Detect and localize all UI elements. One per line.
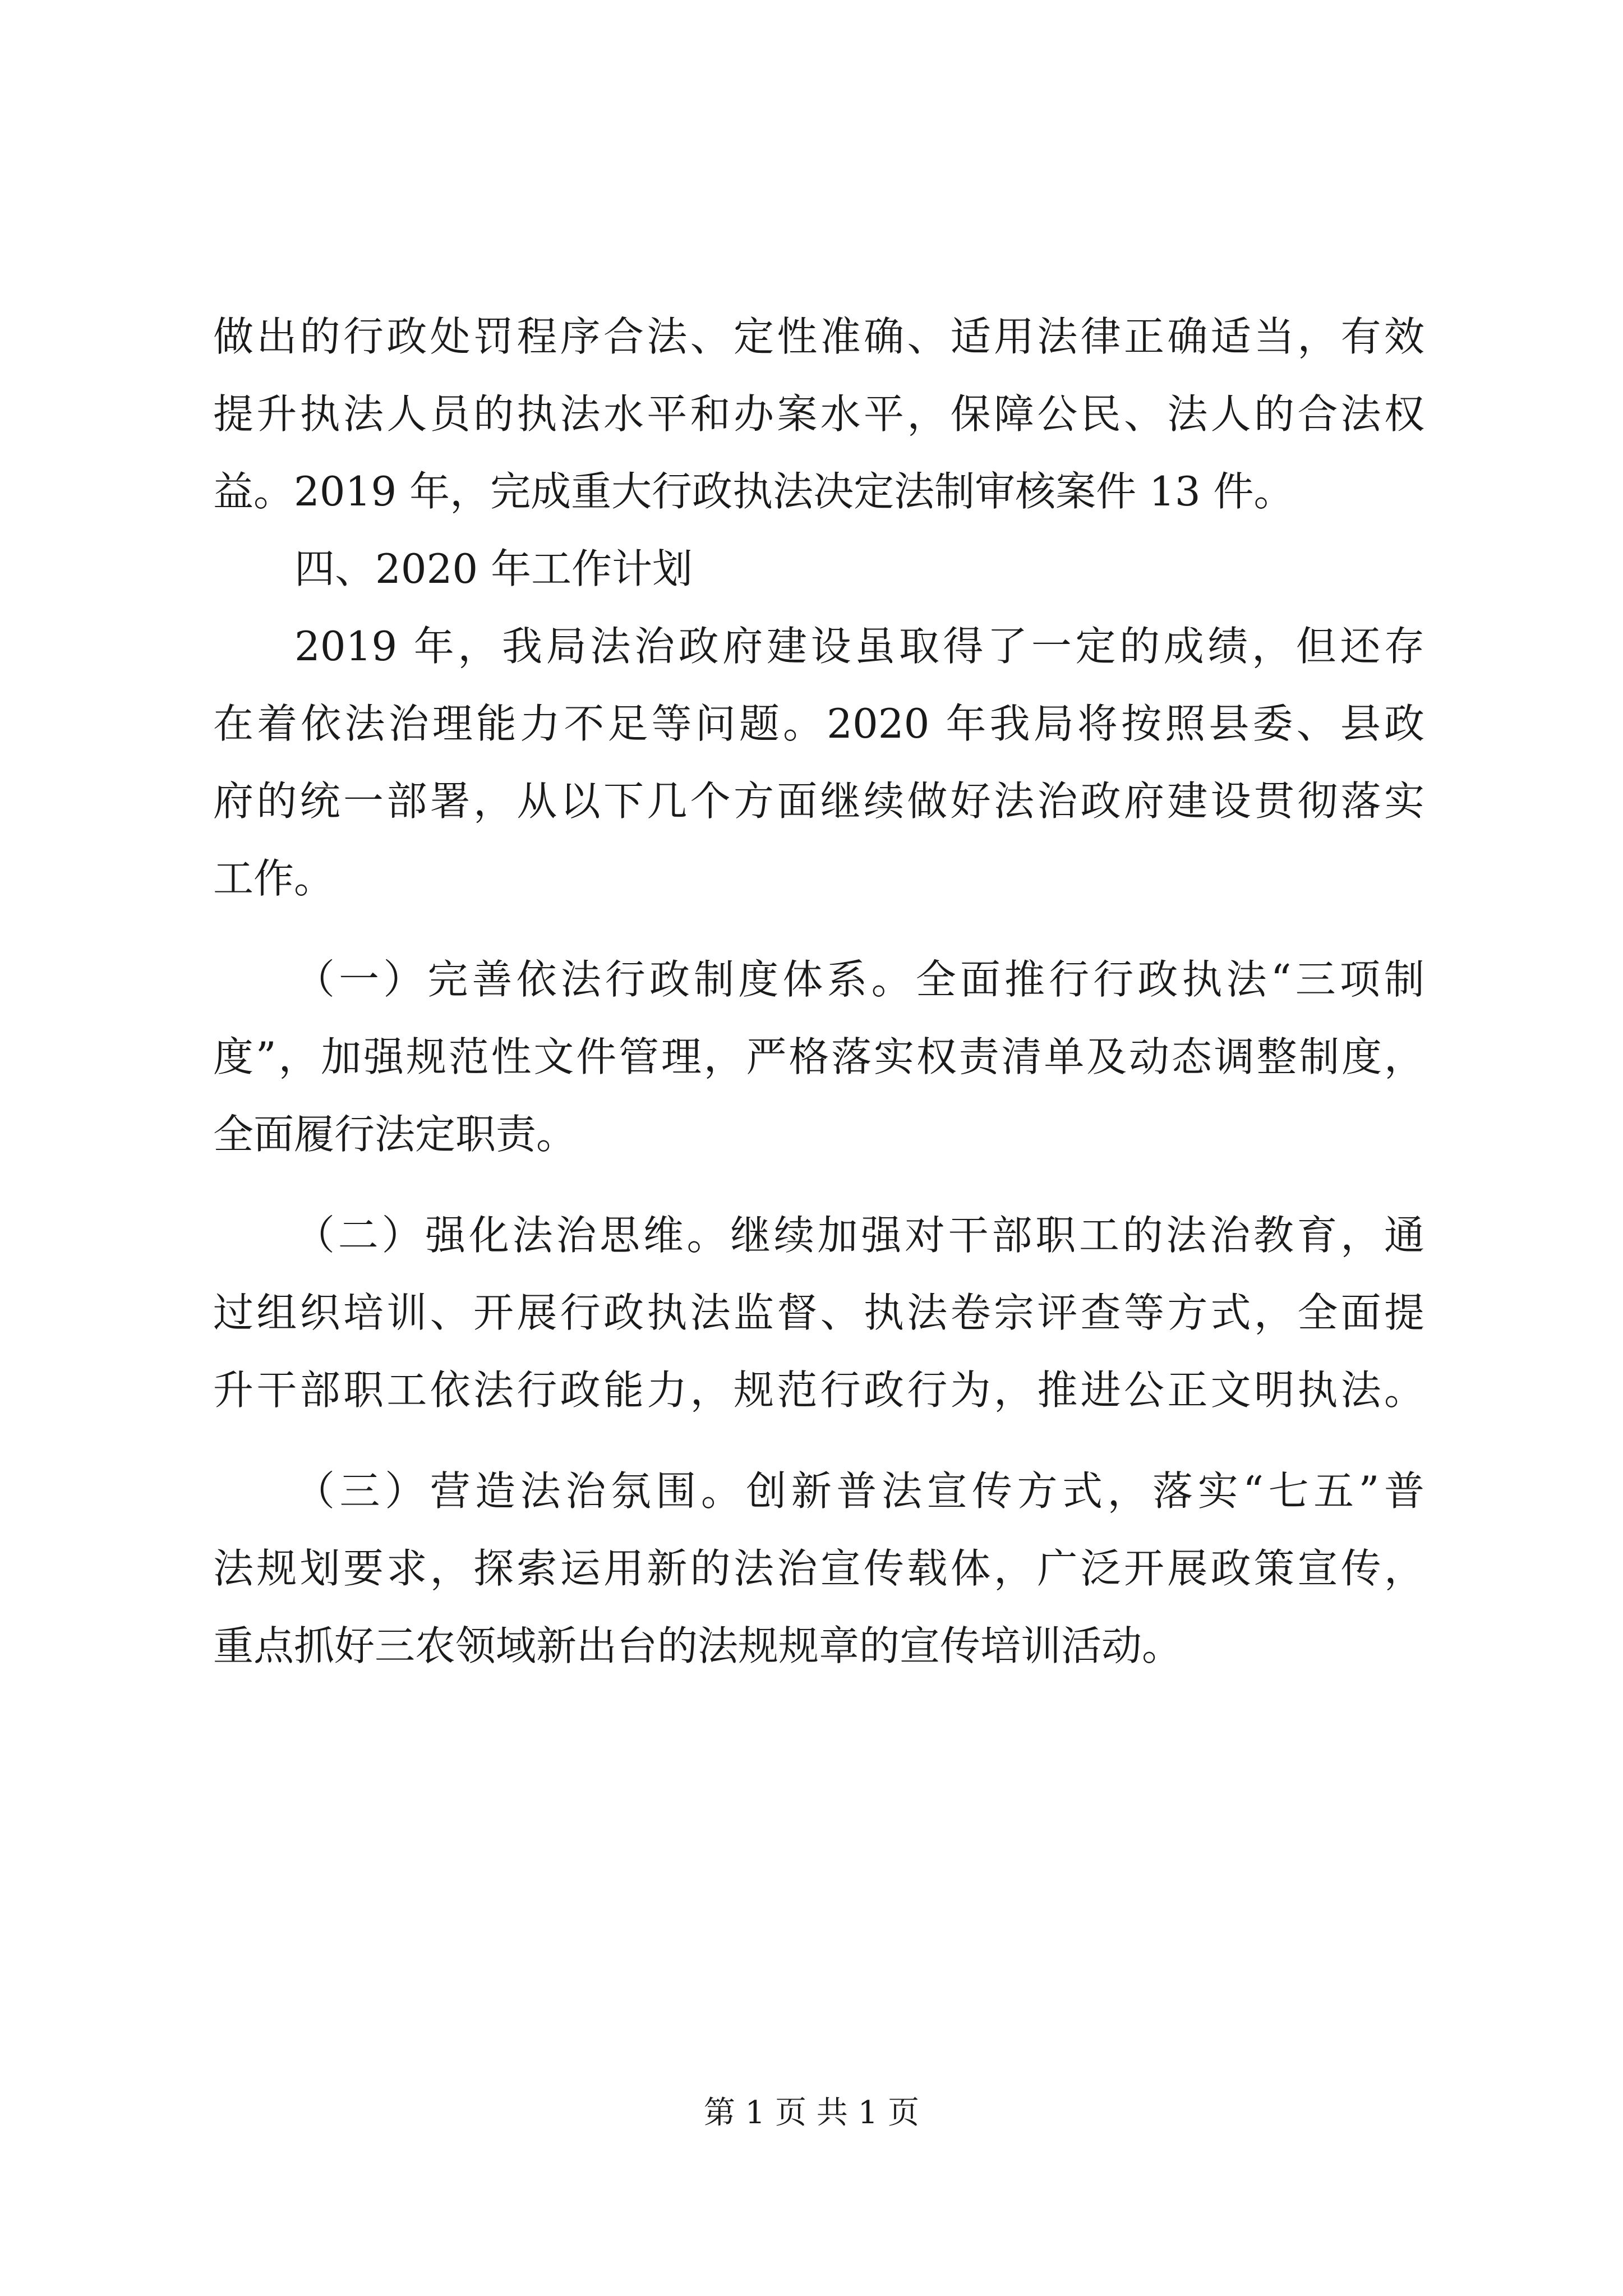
paragraph-line: 工作。 xyxy=(213,855,335,902)
paragraph-line: 升干部职工依法行政能力，规范行政行为，推进公正文明执法。 xyxy=(213,1366,1424,1414)
section-heading: 四、2020 年工作计划 xyxy=(294,545,693,592)
paragraph-line: 法规划要求，探索运用新的法治宣传载体，广泛开展政策宣传， xyxy=(213,1545,1424,1592)
paragraph-line: 提升执法人员的执法水平和办案水平，保障公民、法人的合法权 xyxy=(213,390,1424,438)
paragraph-line: 重点抓好三农领域新出台的法规规章的宣传培训活动。 xyxy=(213,1622,1183,1669)
paragraph-line: （二）强化法治思维。继续加强对干部职工的法治教育，通 xyxy=(294,1212,1424,1259)
paragraph-line: 全面履行法定职责。 xyxy=(213,1111,577,1158)
paragraph-line: 2019 年，我局法治政府建设虽取得了一定的成绩，但还存 xyxy=(294,623,1424,670)
page-number-footer: 第 1 页 共 1 页 xyxy=(703,2095,920,2131)
paragraph-line: 做出的行政处罚程序合法、定性准确、适用法律正确适当，有效 xyxy=(213,313,1424,360)
paragraph-line: （一）完善依法行政制度体系。全面推行行政执法“三项制 xyxy=(294,956,1424,1003)
paragraph-line: 在着依法治理能力不足等问题。2020 年我局将按照县委、县政 xyxy=(213,700,1424,747)
paragraph-line: 过组织培训、开展行政执法监督、执法卷宗评查等方式，全面提 xyxy=(213,1289,1424,1336)
paragraph-line: （三）营造法治氛围。创新普法宣传方式，落实“七五”普 xyxy=(294,1467,1424,1515)
paragraph-line: 府的统一部署，从以下几个方面继续做好法治政府建设贯彻落实 xyxy=(213,777,1424,825)
paragraph-line: 益。2019 年，完成重大行政执法决定法制审核案件 13 件。 xyxy=(213,468,1294,515)
paragraph-line: 度”，加强规范性文件管理，严格落实权责清单及动态调整制度， xyxy=(213,1033,1424,1080)
